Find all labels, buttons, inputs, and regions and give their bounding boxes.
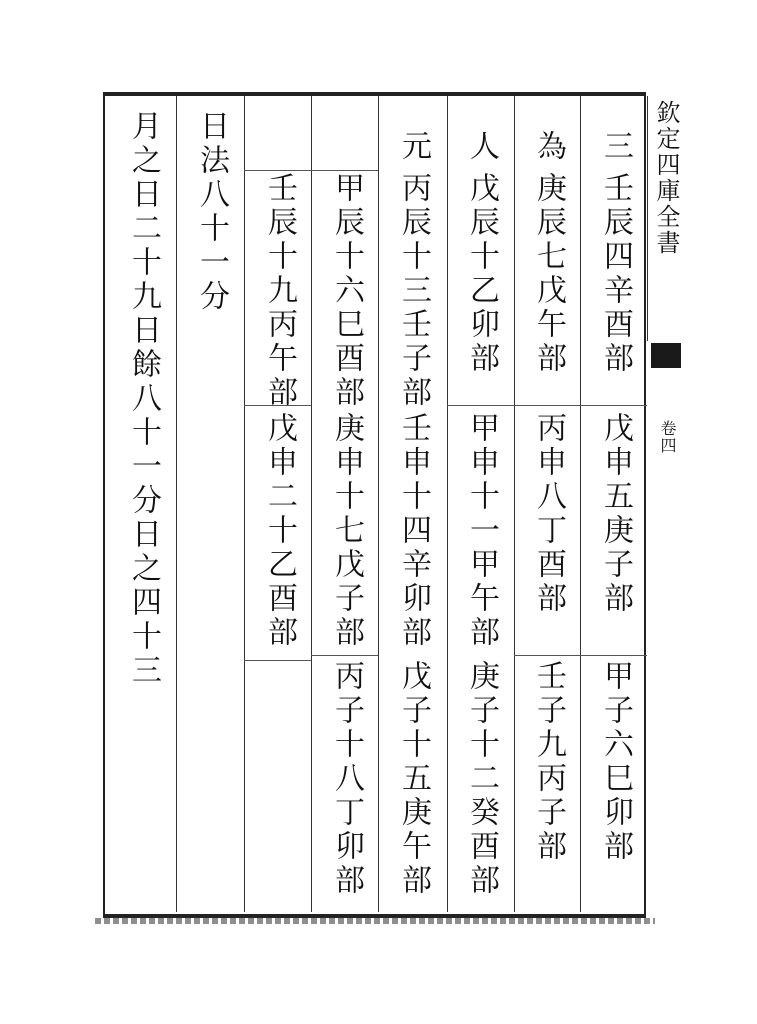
- column-4-entry-1: 丙辰十三壬子部: [396, 172, 431, 410]
- segment-divider: [244, 660, 311, 661]
- column-1-top: 三: [598, 130, 633, 164]
- column-rule: [447, 96, 448, 912]
- column-rule: [311, 96, 312, 912]
- segment-divider: [311, 655, 378, 656]
- column-2-top: 為: [531, 130, 566, 164]
- column-rule: [514, 96, 515, 912]
- segment-divider: [447, 405, 514, 406]
- column-rule: [378, 96, 379, 912]
- column-2-entry-3: 壬子九丙子部: [531, 660, 566, 864]
- segment-divider: [244, 170, 378, 171]
- column-1-entry-3: 甲子六巳卯部: [598, 660, 633, 864]
- column-3-entry-3: 庚子十二癸酉部: [464, 660, 499, 898]
- segment-divider: [514, 405, 580, 406]
- juan-label: 卷四: [658, 420, 677, 454]
- column-6-entry-1: 壬辰十九丙午部: [262, 172, 297, 410]
- segment-divider: [514, 655, 580, 656]
- column-5-entry-1: 甲辰十六巳酉部: [329, 172, 364, 410]
- column-2-entry-2: 丙申八丁酉部: [531, 412, 566, 616]
- column-rule: [176, 96, 177, 912]
- page-edge-noise: [95, 918, 655, 924]
- column-3-entry-2: 甲申十一甲午部: [464, 412, 499, 650]
- column-6-entry-2: 戊申二十乙酉部: [262, 412, 297, 650]
- segment-divider: [580, 405, 647, 406]
- column-4-top: 元: [396, 130, 431, 164]
- column-1-entry-2: 戊申五庚子部: [598, 412, 633, 616]
- month-days-text: 月之日二十九日餘八十一分日之四十三: [126, 110, 161, 688]
- column-5-entry-3: 丙子十八丁卯部: [329, 660, 364, 898]
- column-3-top: 人: [464, 130, 499, 164]
- column-rule: [244, 96, 245, 912]
- column-2-entry-1: 庚辰七戊午部: [531, 172, 566, 376]
- fishtail-mark: [651, 343, 681, 368]
- column-4-entry-3: 戊子十五庚午部: [396, 660, 431, 898]
- column-rule: [580, 96, 581, 912]
- book-title: 欽定四庫全書: [652, 100, 680, 256]
- column-5-entry-2: 庚申十七戊子部: [329, 412, 364, 650]
- column-4-entry-2: 壬申十四辛卯部: [396, 412, 431, 650]
- day-method-text: 日法八十一分: [194, 110, 229, 314]
- column-3-entry-1: 戊辰十乙卯部: [464, 172, 499, 376]
- column-1-entry-1: 壬辰四辛酉部: [598, 172, 633, 376]
- segment-divider: [580, 655, 647, 656]
- margin-rule: [647, 96, 648, 341]
